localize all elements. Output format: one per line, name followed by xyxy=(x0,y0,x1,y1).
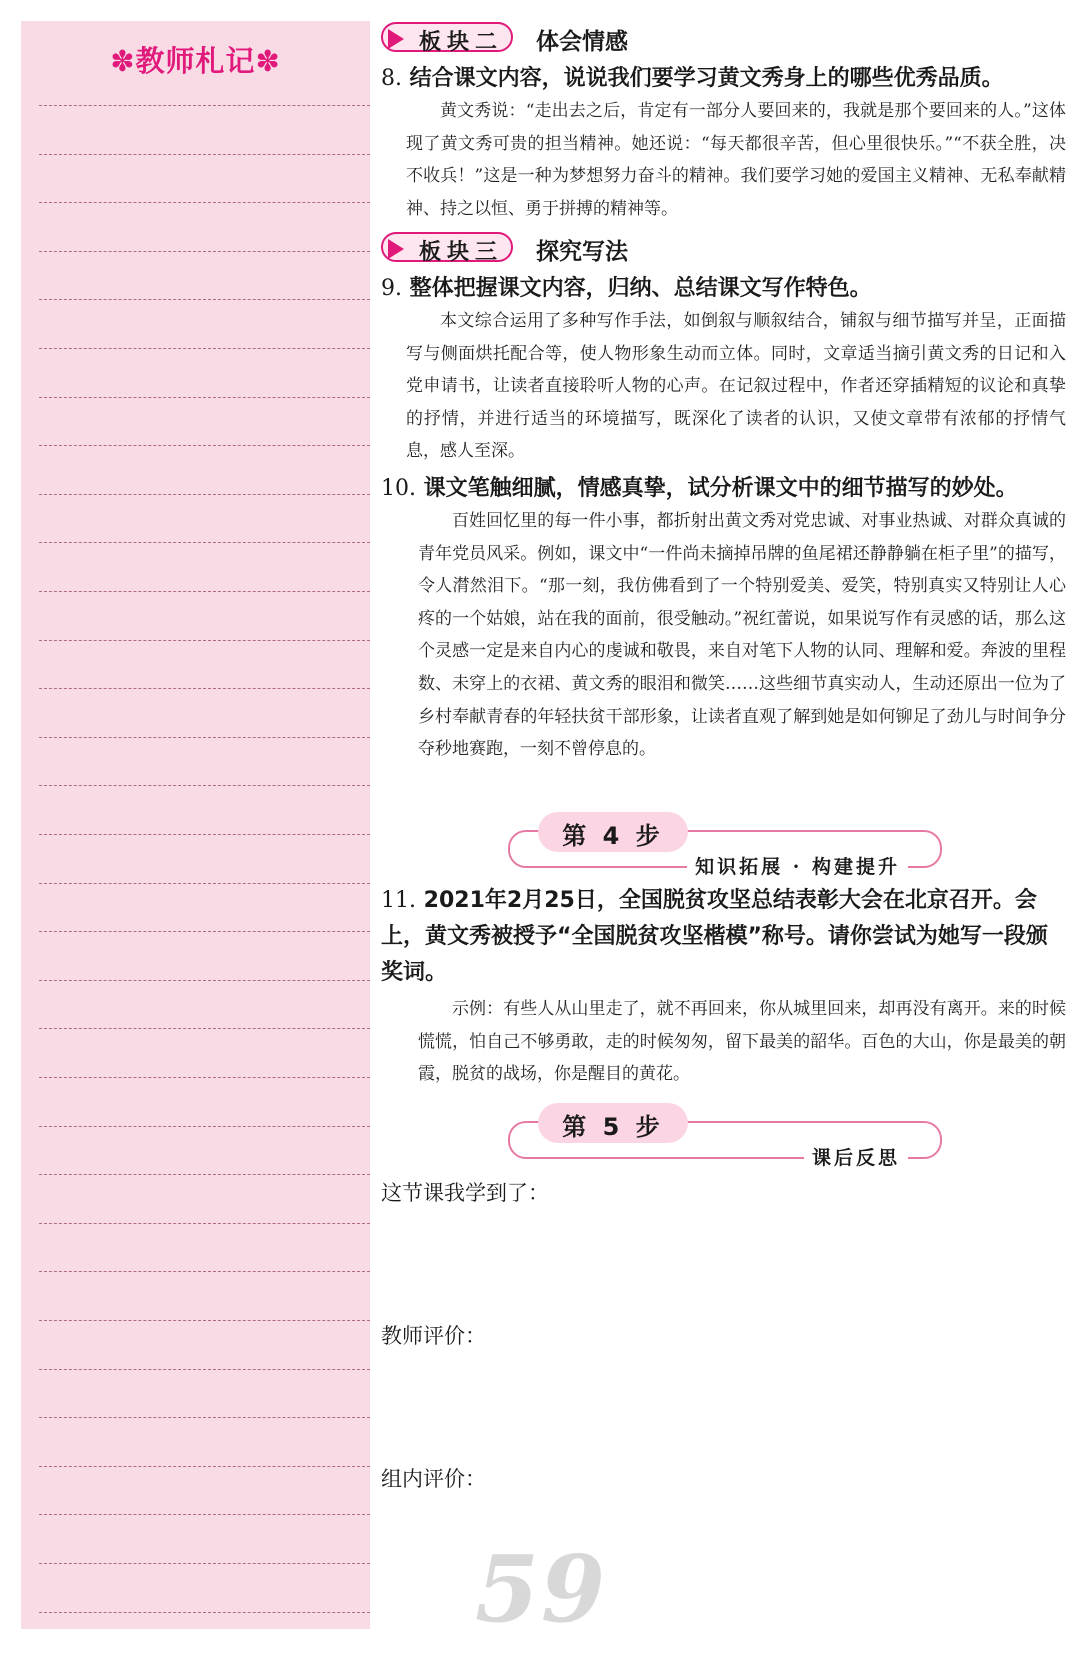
answer-9: 本文综合运用了多种写作手法，如倒叙与顺叙结合，铺叙与细节描写并呈，正面描写与侧面烘托配合等，使人物形象生动而立体。同时，文章适当摘引黄文秀的日记和入党申请书，让读者直接聆听人物的心声。在记叙过程中，作者还穿插精短的议论和真挚的抒情，并进行适当的环境描写，既深化了读者的认识，又使文章带有浓郁的抒情气息，感人至深。 xyxy=(406,311,1066,462)
step-subtitle: 知识拓展 · 构建提升 xyxy=(687,852,908,879)
note-line xyxy=(39,688,370,689)
note-line xyxy=(39,1223,370,1224)
note-line xyxy=(39,1271,370,1272)
note-line xyxy=(39,591,370,592)
note-line xyxy=(39,1514,370,1515)
step-5-header xyxy=(508,1103,944,1167)
note-line xyxy=(39,397,370,398)
question-text: 2021年2月25日，全国脱贫攻坚总结表彰大会在北京召开。会上，黄文秀被授予“全国脱贫攻坚楷模”称号。请你尝试为她写一段颁奖词。 xyxy=(381,888,1048,985)
section-header-2 xyxy=(381,22,701,56)
teacher-notes-title: ✽教师札记✽ xyxy=(110,44,281,78)
note-line xyxy=(39,1563,370,1564)
question-8 xyxy=(381,61,1066,97)
question-text: 课文笔触细腻，情感真挚，试分析课文中的细节描写的妙处。 xyxy=(423,476,1018,501)
note-line xyxy=(39,931,370,932)
question-text: 结合课文内容，说说我们要学习黄文秀身上的哪些优秀品质。 xyxy=(409,66,1004,91)
note-line xyxy=(39,105,370,106)
section-badge-label: 板块二 xyxy=(419,30,504,55)
question-text: 整体把握课文内容，归纳、总结课文写作特色。 xyxy=(409,276,872,301)
note-line xyxy=(39,640,370,641)
note-line xyxy=(39,1126,370,1127)
answer-8: 黄文秀说：“走出去之后，肯定有一部分人要回来的，我就是那个要回来的人。”这体现了黄文秀可贵的担当精神。她还说：“每天都很辛苦，但心里很快乐。”“不获全胜，决不收兵！”这是一种为梦想努力奋斗的精神。我们要学习她的爱国主义精神、无私奉献精神、持之以恒、勇于拼搏的精神等。 xyxy=(406,101,1066,219)
step-label: 第 4 步 xyxy=(562,822,664,850)
page-number: 59 xyxy=(475,1535,608,1643)
note-line xyxy=(39,202,370,203)
teacher-notes-panel xyxy=(21,21,370,1629)
note-line xyxy=(39,154,370,155)
question-9 xyxy=(381,271,1066,307)
note-line xyxy=(39,883,370,884)
note-line xyxy=(39,1466,370,1467)
note-line xyxy=(39,1369,370,1370)
question-10 xyxy=(381,471,1066,507)
note-line xyxy=(39,980,370,981)
step-4-header xyxy=(508,812,944,876)
section-title: 探究写法 xyxy=(536,239,628,265)
reflection-group-label: 组内评价： xyxy=(381,1467,486,1491)
note-line xyxy=(39,834,370,835)
question-number: 10. xyxy=(381,476,416,501)
section-badge xyxy=(381,22,513,55)
note-line xyxy=(39,785,370,786)
question-11 xyxy=(381,883,1066,991)
note-line xyxy=(39,737,370,738)
section-header-3 xyxy=(381,232,701,266)
play-triangle-icon xyxy=(388,239,404,259)
reflection-learned-label: 这节课我学到了： xyxy=(381,1181,549,1205)
section-badge-label: 板块三 xyxy=(419,240,504,265)
play-triangle-icon xyxy=(388,29,404,49)
note-line xyxy=(39,1077,370,1078)
note-line xyxy=(39,1612,370,1613)
note-line xyxy=(39,445,370,446)
answer-11: 示例：有些人从山里走了，就不再回来，你从城里回来，却再没有离开。来的时候慌慌，怕自己不够勇敢，走的时候匆匆，留下最美的韶华。百色的大山，你是最美的朝霞，脱贫的战场，你是醒目的黄花。 xyxy=(418,999,1066,1085)
question-number: 9. xyxy=(381,276,402,301)
note-line xyxy=(39,494,370,495)
note-line xyxy=(39,1320,370,1321)
note-line xyxy=(39,1417,370,1418)
note-line xyxy=(39,299,370,300)
note-line xyxy=(39,1028,370,1029)
note-line xyxy=(39,348,370,349)
section-badge xyxy=(381,232,513,265)
step-label: 第 5 步 xyxy=(562,1113,664,1141)
answer-10: 百姓回忆里的每一件小事，都折射出黄文秀对党忠诚、对事业热诚、对群众真诚的青年党员风采。例如，课文中“一件尚未摘掉吊牌的鱼尾裙还静静躺在柜子里”的描写，令人潸然泪下。“那一刻，我仿佛看到了一个特别爱美、爱笑，特别真实又特别让人心疼的一个姑娘，站在我的面前，很受触动。”祝红蕾说，如果说写作有灵感的话，那么这个灵感一定是来自内心的虔诚和敬畏，来自对笔下人物的认同、理解和爱。奔波的里程数、未穿上的衣裙、黄文秀的眼泪和微笑……这些细节真实动人，生动还原出一位为了乡村奉献青春的年轻扶贫干部形象，让读者直观了解到她是如何铆足了劲儿与时间争分夺秒地赛跑，一刻不曾停息的。 xyxy=(418,511,1066,760)
question-number: 11. xyxy=(381,888,416,913)
question-number: 8. xyxy=(381,66,402,91)
section-title: 体会情感 xyxy=(536,29,628,55)
note-line xyxy=(39,251,370,252)
note-line xyxy=(39,542,370,543)
note-line xyxy=(39,1174,370,1175)
reflection-teacher-label: 教师评价： xyxy=(381,1324,486,1348)
step-subtitle: 课后反思 xyxy=(804,1143,908,1170)
